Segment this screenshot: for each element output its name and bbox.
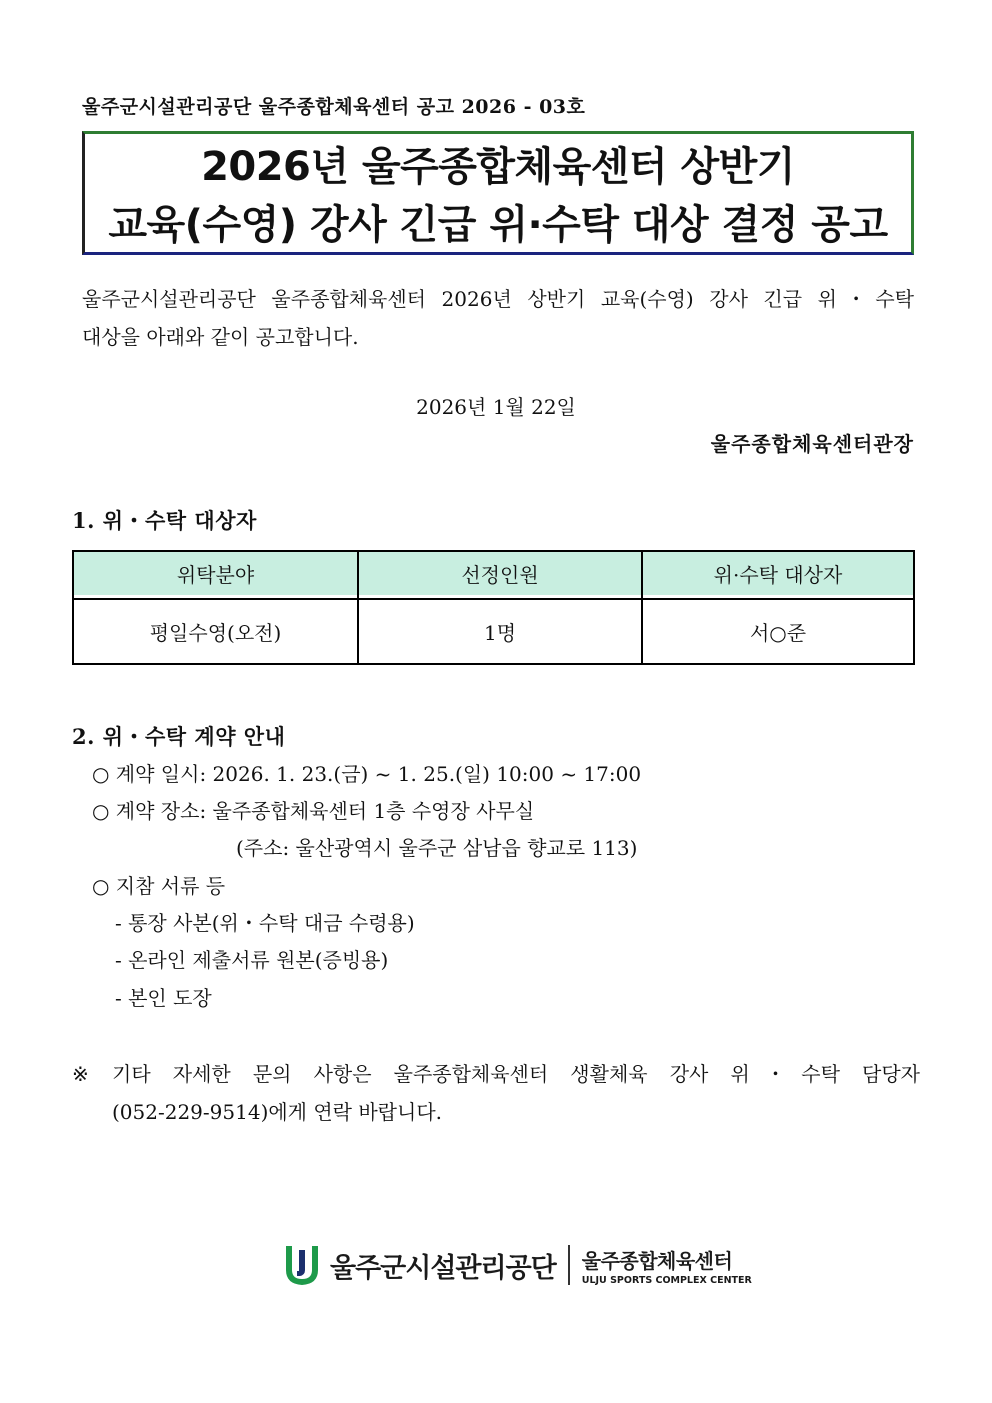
center-name-block xyxy=(582,1245,752,1286)
title-box xyxy=(82,131,914,255)
section-2-heading: 2. 위・수탁 계약 안내 xyxy=(72,724,286,749)
table-cell: 평일수영(오전) xyxy=(73,599,358,664)
note-line-2: (052-229-9514)에게 연락 바랍니다. xyxy=(112,1100,442,1124)
title-line-1: 2026년 울주종합체육센터 상반기 xyxy=(201,144,795,190)
org-name: 울주군시설관리공단 xyxy=(330,1252,556,1284)
center-name: 울주종합체육센터 xyxy=(581,1248,733,1273)
table-header: 위탁분야 xyxy=(73,551,358,595)
document-list-item: - 본인 도장 xyxy=(115,986,212,1010)
documents-item: ○ 지참 서류 등 xyxy=(92,874,226,898)
footer-divider xyxy=(568,1245,570,1285)
note-line-1: 기타 자세한 문의 사항은 울주종합체육센터 생활체육 강사 위・수탁 담당자 xyxy=(112,1062,920,1086)
contract-address: (주소: 울산광역시 울주군 삼남읍 향교로 113) xyxy=(236,836,638,860)
intro-paragraph xyxy=(82,280,914,356)
notice-number: 울주군시설관리공단 울주종합체육센터 공고 2026 - 03호 xyxy=(82,96,586,118)
note-mark: ※ xyxy=(72,1062,89,1086)
selection-table xyxy=(72,550,915,665)
table-header: 선정인원 xyxy=(358,551,642,595)
title-line-2: 교육(수영) 강사 긴급 위·수탁 대상 결정 공고 xyxy=(108,202,888,248)
document-list-item: - 온라인 제출서류 원본(증빙용) xyxy=(115,948,389,972)
table-header-row xyxy=(73,551,914,595)
table-cell: 서○준 xyxy=(642,599,914,664)
center-name-en: ULJU SPORTS COMPLEX CENTER xyxy=(581,1274,752,1286)
contract-place-item: ○ 계약 장소: 울주종합체육센터 1층 수영장 사무실 xyxy=(92,799,535,823)
table-header: 위·수탁 대상자 xyxy=(642,551,914,595)
intro-line-1: 울주군시설관리공단 울주종합체육센터 2026년 상반기 교육(수영) 강사 긴급 위・수탁 xyxy=(82,287,914,311)
section-1-heading: 1. 위・수탁 대상자 xyxy=(72,508,257,533)
footer-logo xyxy=(282,1240,752,1290)
table-cell: 1명 xyxy=(358,599,642,664)
ulju-uj-logo-icon xyxy=(282,1242,322,1288)
signer: 울주종합체육센터관장 xyxy=(710,432,914,456)
table-row xyxy=(73,599,914,664)
contact-note xyxy=(72,1055,920,1131)
contract-date-item: ○ 계약 일시: 2026. 1. 23.(금) ~ 1. 25.(일) 10:00 ~ 17:00 xyxy=(92,762,642,786)
intro-line-2: 대상을 아래와 같이 공고합니다. xyxy=(82,325,359,349)
announcement-date: 2026년 1월 22일 xyxy=(416,395,576,419)
document-list-item: - 통장 사본(위・수탁 대금 수령용) xyxy=(115,911,415,935)
